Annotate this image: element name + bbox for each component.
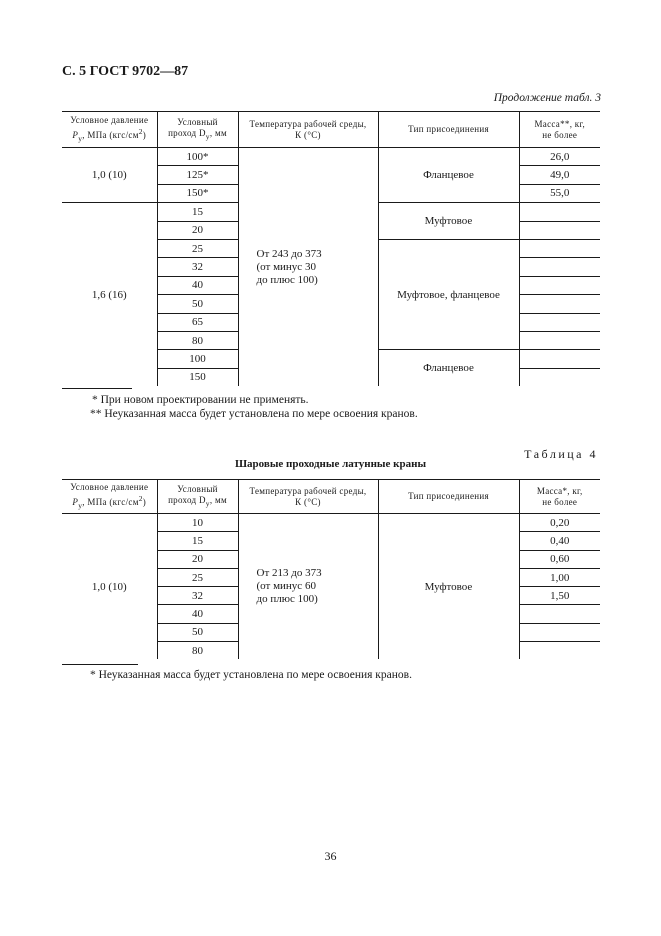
pressure-cell: 1,0 (10) [62, 514, 157, 660]
footnote: ** Неуказанная масса будет установлена по мере освоения кранов. [90, 408, 418, 420]
table-4-header-row [62, 480, 600, 514]
diameter-cell: 10 [157, 514, 238, 532]
diameter-cell: 40 [157, 605, 238, 623]
diameter-cell: 20 [157, 221, 238, 239]
table-4 [62, 479, 600, 659]
mass-cell [519, 313, 600, 331]
diameter-cell: 100* [157, 148, 238, 166]
header-connection: Тип присоединения [378, 112, 519, 148]
temperature-cell: От 243 до 373 (от минус 30 до плюс 100) [238, 148, 378, 387]
table-3-header-row [62, 112, 600, 148]
continuation-label: Продолжение табл. 3 [493, 92, 601, 104]
header-mass: Масса*, кг, не более [519, 480, 600, 514]
diameter-cell: 25 [157, 239, 238, 257]
mass-cell [519, 331, 600, 349]
table-4-number: Таблица 4 [524, 447, 598, 461]
mass-cell: 1,00 [519, 568, 600, 586]
diameter-cell: 32 [157, 258, 238, 276]
mass-cell: 0,20 [519, 514, 600, 532]
diameter-cell: 150* [157, 184, 238, 202]
table-row [62, 148, 600, 166]
connection-cell: Муфтовое, фланцевое [378, 239, 519, 349]
header-diameter: Условный проход $D_у$, мм [157, 480, 238, 514]
footnote-divider [62, 664, 138, 665]
footnote: * Неуказанная масса будет установлена по мере освоения кранов. [90, 669, 412, 681]
table-4-title: Шаровые проходные латунные краны [234, 458, 427, 470]
footnote: * При новом проектировании не применять. [92, 394, 309, 406]
diameter-cell: 80 [157, 642, 238, 660]
diameter-cell: 80 [157, 331, 238, 349]
mass-cell: 1,50 [519, 587, 600, 605]
header-connection: Тип присоединения [378, 480, 519, 514]
page-number: 36 [324, 849, 337, 863]
mass-cell: 26,0 [519, 148, 600, 166]
mass-cell: 0,60 [519, 550, 600, 568]
diameter-cell: 150 [157, 368, 238, 386]
diameter-cell: 65 [157, 313, 238, 331]
header-temperature: Температура рабочей среды, К (°С) [238, 112, 378, 148]
pressure-cell: 1,6 (16) [62, 203, 157, 386]
diameter-cell: 100 [157, 350, 238, 368]
mass-cell: 55,0 [519, 184, 600, 202]
page-header: С. 5 ГОСТ 9702—87 [62, 64, 189, 79]
mass-cell: 0,40 [519, 532, 600, 550]
table-3 [62, 111, 600, 386]
table-row [62, 514, 600, 532]
header-pressure: Условное давление $P_у$, МПа $(кгс/см^2)$ [62, 112, 157, 148]
header-pressure: Условное давление $P_у$, МПа $(кгс/см^2)$ [62, 480, 157, 514]
connection-cell: Муфтовое [378, 203, 519, 240]
mass-cell: 49,0 [519, 166, 600, 184]
mass-cell [519, 350, 600, 368]
mass-cell [519, 258, 600, 276]
pressure-cell: 1,0 (10) [62, 148, 157, 203]
mass-cell [519, 239, 600, 257]
header-diameter: Условный проход $D_у$, мм [157, 112, 238, 148]
connection-cell: Муфтовое [378, 514, 519, 660]
mass-cell [519, 642, 600, 660]
footnote-divider [62, 388, 132, 389]
mass-cell [519, 623, 600, 641]
diameter-cell: 50 [157, 623, 238, 641]
diameter-cell: 125* [157, 166, 238, 184]
temperature-cell: От 213 до 373 (от минус 60 до плюс 100) [238, 514, 378, 660]
connection-cell: Фланцевое [378, 148, 519, 203]
diameter-cell: 50 [157, 295, 238, 313]
mass-cell [519, 605, 600, 623]
diameter-cell: 15 [157, 532, 238, 550]
mass-cell [519, 203, 600, 221]
diameter-cell: 40 [157, 276, 238, 294]
mass-cell [519, 368, 600, 386]
header-temperature: Температура рабочей среды, К (°С) [238, 480, 378, 514]
diameter-cell: 25 [157, 568, 238, 586]
diameter-cell: 32 [157, 587, 238, 605]
diameter-cell: 20 [157, 550, 238, 568]
connection-cell: Фланцевое [378, 350, 519, 386]
header-mass: Масса**, кг, не более [519, 112, 600, 148]
mass-cell [519, 221, 600, 239]
mass-cell [519, 276, 600, 294]
diameter-cell: 15 [157, 203, 238, 221]
mass-cell [519, 295, 600, 313]
